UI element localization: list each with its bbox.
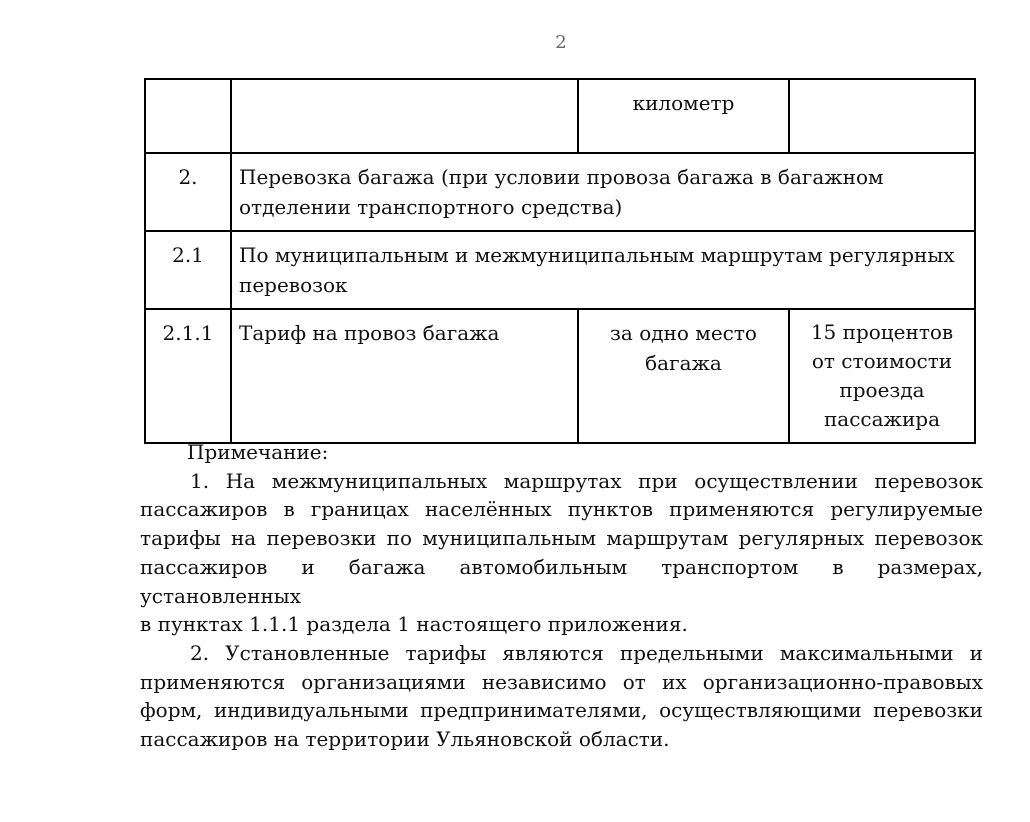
row-number-cell: 2.1.1 bbox=[145, 309, 231, 443]
unit-cell: за одно место багажа bbox=[578, 309, 789, 443]
row-number-cell: 2.1 bbox=[145, 231, 231, 309]
note-1-continuation: в пунктах 1.1.1 раздела 1 настоящего приложения. bbox=[140, 612, 688, 637]
note-1-text: 1. На межмуниципальных маршрутах при осуществлении перевозок пассажиров в границах населённых пунктов применяются регулируемые тарифы на перевозки по муниципальным маршрутам регулярных перевозок пассажиров и багажа автомобильным транспортом в размерах, установленных bbox=[140, 468, 983, 608]
tariff-value-cell bbox=[789, 79, 975, 153]
service-name-cell bbox=[231, 79, 578, 153]
tariff-table bbox=[144, 78, 976, 444]
row-number-cell: 2. bbox=[145, 153, 231, 231]
tariff-value-cell: 15 процентов от стоимости проезда пассажира bbox=[789, 309, 975, 443]
section-heading-cell: Перевозка багажа (при условии провоза багажа в багажном отделении транспортного средства) bbox=[231, 153, 975, 231]
notes-section bbox=[140, 438, 983, 754]
note-2-text: 2. Установленные тарифы являются предельными максимальными и применяются организациями независимо от их организационно-правовых форм, индивидуальными предпринимателями, осуществляющими перевозки пассажиров на территории Ульяновской области. bbox=[140, 640, 983, 752]
row-number-cell bbox=[145, 79, 231, 153]
notes-title: Примечание: bbox=[187, 440, 329, 464]
table-row bbox=[145, 153, 975, 231]
section-heading-cell: По муниципальным и межмуниципальным маршрутам регулярных перевозок bbox=[231, 231, 975, 309]
page-number: 2 bbox=[555, 32, 567, 53]
service-name-cell: Тариф на провоз багажа bbox=[231, 309, 578, 443]
unit-cell: километр bbox=[578, 79, 789, 153]
table-row bbox=[145, 79, 975, 153]
table-row bbox=[145, 231, 975, 309]
table-row bbox=[145, 309, 975, 443]
